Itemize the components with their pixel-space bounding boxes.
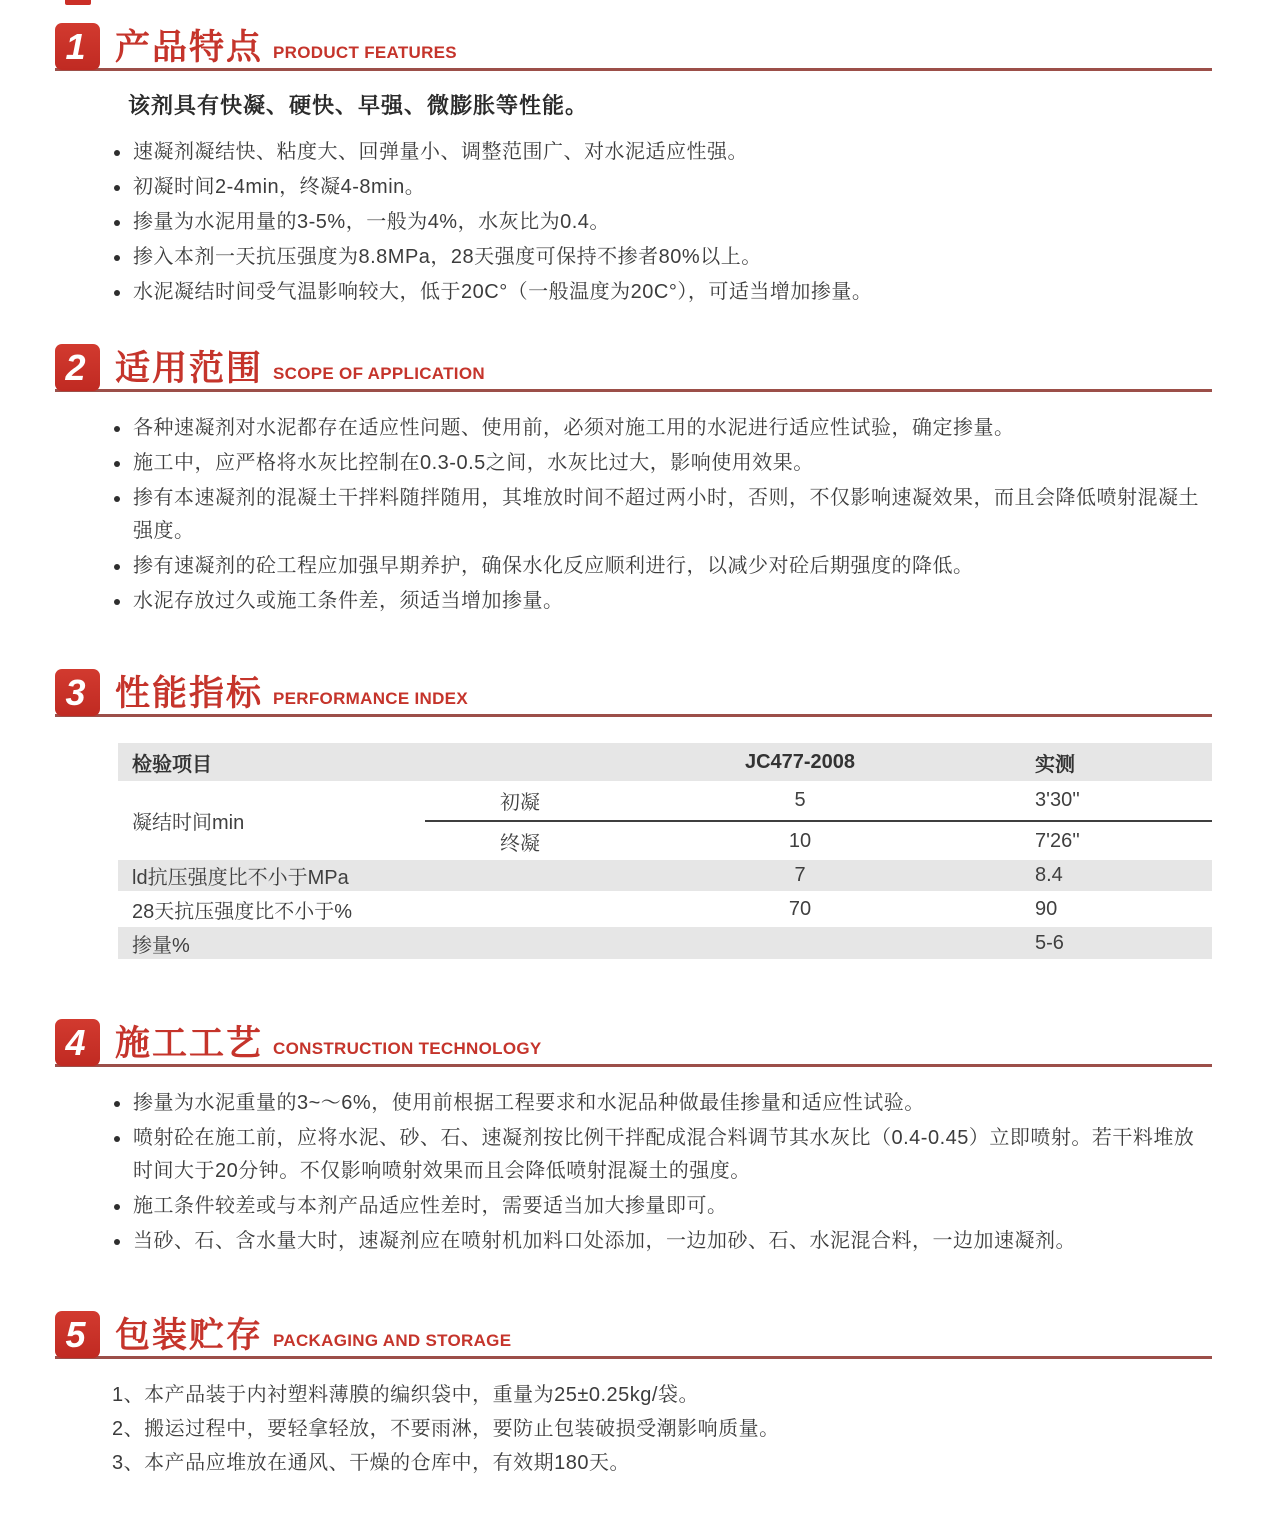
- table-cell-item: 28天抗压强度比不小于%: [132, 900, 353, 923]
- section-product-features: [55, 22, 1212, 311]
- section-title: 性能指标: [115, 674, 264, 713]
- section-number: 4: [65, 1021, 86, 1063]
- section-1-header: [55, 22, 1212, 71]
- section-number-badge: [55, 1311, 100, 1358]
- bullet-list: [112, 1087, 1212, 1258]
- table-cell-sub: 终凝: [500, 832, 540, 855]
- numbered-item: 2、搬运过程中，要轻拿轻放，不要雨淋，要防止包装破损受潮影响质量。: [112, 1418, 780, 1440]
- bullet-item: 掺量为水泥重量的3~～6%，使用前根据工程要求和水泥品种做最佳掺量和适应性试验。: [112, 1087, 1212, 1120]
- table-cell-measured: 90: [1035, 897, 1058, 920]
- table-cell-standard: 70: [788, 897, 812, 920]
- bullet-item: 速凝剂凝结快、粘度大、回弹量小、调整范围广、对水泥适应性强。: [112, 136, 1212, 169]
- bullet-item: 水泥凝结时间受气温影响较大，低于20C°（一般温度为20C°），可适当增加掺量。: [112, 276, 1212, 309]
- performance-table: [118, 743, 1212, 959]
- table-header-standard: JC477-2008: [660, 743, 940, 781]
- table-cell-item: ld抗压强度比不小于MPa: [118, 860, 425, 891]
- section-number-badge: [55, 669, 100, 716]
- bullet-item: 掺入本剂一天抗压强度为8.8MPa，28天强度可保持不掺者80%以上。: [112, 241, 1212, 274]
- section-subtitle: PERFORMANCE INDEX: [273, 689, 468, 708]
- section-subtitle: PACKAGING AND STORAGE: [273, 1331, 512, 1350]
- bullet-item: 各种速凝剂对水泥都存在适应性问题、使用前，必须对施工用的水泥进行适应性试验，确定掺量。: [112, 412, 1212, 445]
- bullet-item: 掺有速凝剂的砼工程应加强早期养护，确保水化反应顺利进行，以减少对砼后期强度的降低。: [112, 550, 1212, 583]
- section-2-header: [55, 343, 1212, 392]
- table-cell-item: 凝结时间min: [132, 812, 245, 834]
- bullet-list: [112, 136, 1212, 309]
- table-cell-standard: 5: [660, 781, 940, 822]
- bullet-item: 掺有本速凝剂的混凝土干拌料随拌随用，其堆放时间不超过两小时，否则，不仅影响速凝效果，而且会降低喷射混凝土强度。: [112, 482, 1212, 548]
- lead-text: 该剂具有快凝、硬快、早强、微膨胀等性能。: [128, 93, 589, 118]
- table-header-item: 检验项目: [118, 743, 425, 781]
- section-number: 3: [65, 671, 86, 713]
- section-number: 2: [65, 346, 86, 388]
- numbered-item: 1、本产品装于内衬塑料薄膜的编织袋中，重量为25±0.25kg/袋。: [112, 1384, 699, 1406]
- table-cell-sub: 初凝: [425, 781, 660, 822]
- bullet-item: 施工条件较差或与本剂产品适应性差时，需要适当加大掺量即可。: [112, 1190, 1212, 1223]
- numbered-item: 3、本产品应堆放在通风、干燥的仓库中，有效期180天。: [112, 1452, 630, 1474]
- table-header-measured: 实测: [940, 743, 1212, 781]
- table-cell-sub: [425, 891, 660, 927]
- bullet-item: 喷射砼在施工前，应将水泥、砂、石、速凝剂按比例干拌配成混合料调节其水灰比（0.4-0.45）立即喷射。若干料堆放时间大于20分钟。不仅影响喷射效果而且会降低喷射混凝土的强度。: [112, 1122, 1212, 1188]
- bullet-list: [112, 412, 1212, 618]
- section-subtitle: CONSTRUCTION TECHNOLOGY: [273, 1039, 542, 1058]
- section-subtitle: PRODUCT FEATURES: [273, 43, 457, 62]
- section-number: 5: [65, 1313, 86, 1355]
- bullet-item: 当砂、石、含水量大时，速凝剂应在喷射机加料口处添加，一边加砂、石、水泥混合料，一边加速凝剂。: [112, 1225, 1212, 1258]
- section-4-header: [55, 1018, 1212, 1067]
- bullet-item: 初凝时间2-4min，终凝4-8min。: [112, 171, 1212, 204]
- bullet-item: 水泥存放过久或施工条件差，须适当增加掺量。: [112, 585, 1212, 618]
- section-number-badge: [55, 344, 100, 391]
- section-performance-index: [55, 668, 1212, 959]
- section-3-header: [55, 668, 1212, 717]
- section-subtitle: SCOPE OF APPLICATION: [273, 364, 485, 383]
- section-number-badge: [55, 23, 100, 70]
- section-5-header: [55, 1310, 1212, 1359]
- bullet-item: 掺量为水泥用量的3-5%，一般为4%，水灰比为0.4。: [112, 206, 1212, 239]
- table-cell-standard: 10: [788, 829, 812, 852]
- section-title: 包装贮存: [115, 1316, 264, 1355]
- table-cell-measured: 7'26'': [1035, 829, 1080, 852]
- section-packaging-and-storage: [55, 1310, 1212, 1481]
- table-cell-measured: 3'30'': [940, 781, 1212, 822]
- section-title: 施工工艺: [115, 1024, 264, 1063]
- section-construction-technology: [55, 1018, 1212, 1260]
- numbered-list: [112, 1379, 1212, 1480]
- section-title: 产品特点: [115, 28, 264, 67]
- table-cell-sub: [425, 927, 660, 959]
- table-cell-standard: [660, 927, 940, 959]
- table-cell-standard: 7: [660, 860, 940, 891]
- section-title: 适用范围: [115, 349, 264, 388]
- section-scope-of-application: [55, 343, 1212, 620]
- table-cell-measured: 5-6: [940, 927, 1212, 959]
- section-number-badge: [55, 1019, 100, 1066]
- table-cell-sub: [425, 860, 660, 891]
- table-cell-item: 掺量%: [118, 927, 425, 959]
- bullet-item: 施工中，应严格将水灰比控制在0.3-0.5之间，水灰比过大，影响使用效果。: [112, 447, 1212, 480]
- table-cell-measured: 8.4: [940, 860, 1212, 891]
- table-header-spacer: [425, 743, 660, 781]
- cropped-red-fragment: [65, 0, 91, 5]
- section-number: 1: [65, 25, 86, 67]
